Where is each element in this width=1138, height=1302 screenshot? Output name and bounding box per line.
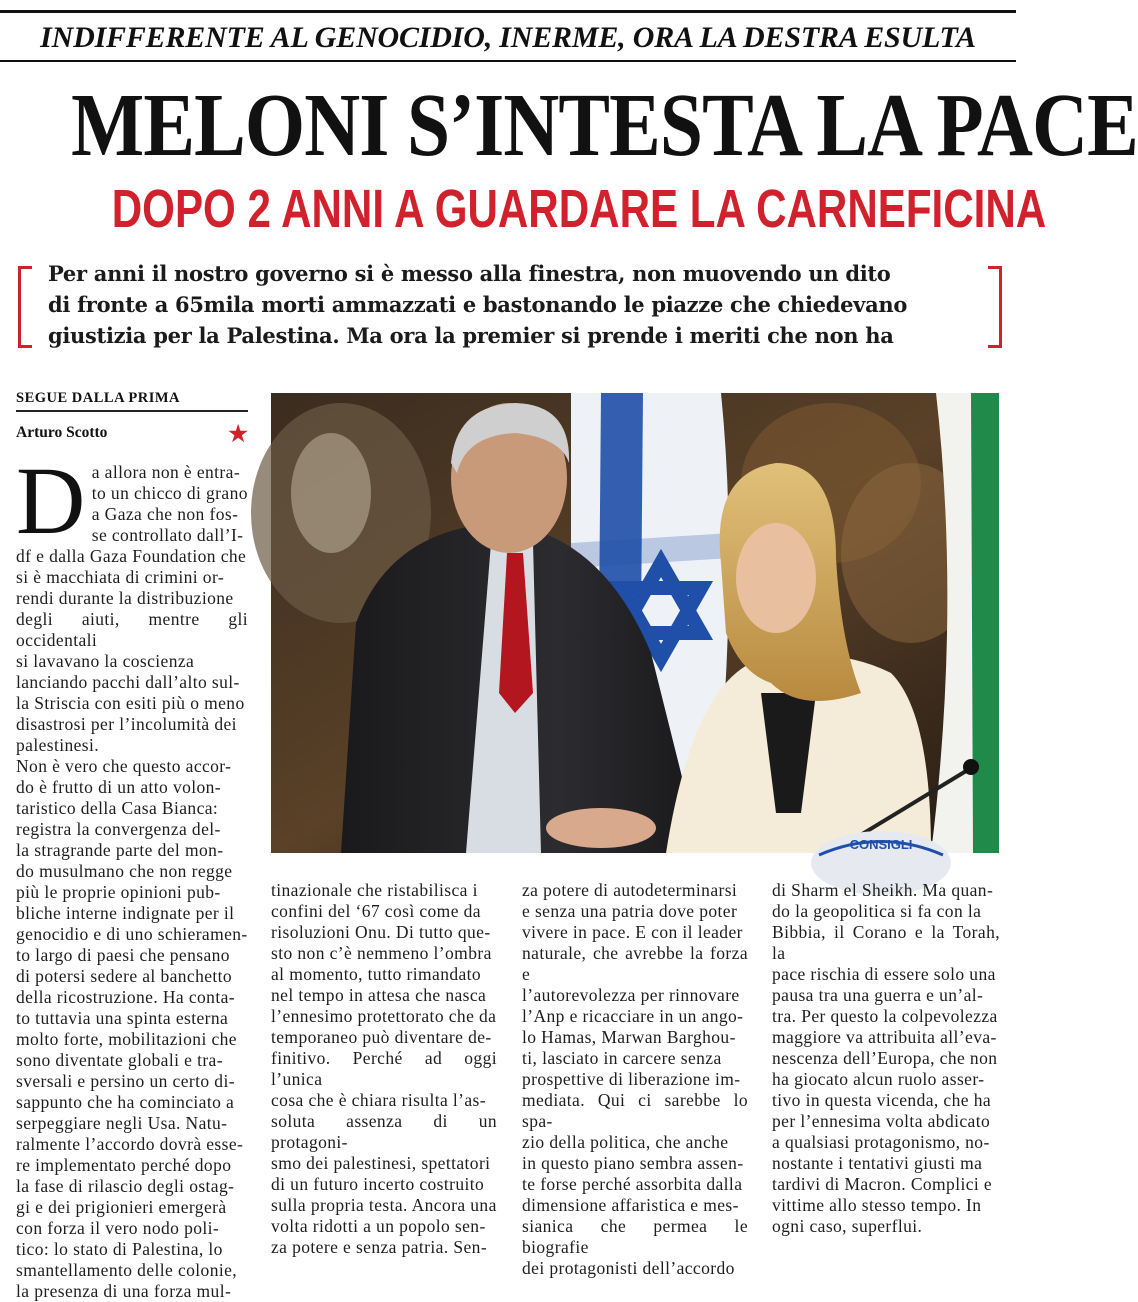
article-line: della ricostruzione. Ha conta- xyxy=(16,987,235,1007)
article-line: per l’ennesima volta abdicato xyxy=(772,1111,991,1131)
article-line: tivo in questa vicenda, che ha xyxy=(772,1090,992,1110)
article-line: sappunto che ha cominciato a xyxy=(16,1092,235,1112)
article-line: do la geopolitica si fa con la xyxy=(772,901,982,921)
article-line: l’ennesimo protettorato che da xyxy=(271,1006,497,1026)
article-line: lo Hamas, Marwan Barghou- xyxy=(522,1027,736,1047)
star-icon: ★ xyxy=(228,421,248,446)
article-line: serpeggiare negli Usa. Natu- xyxy=(16,1113,228,1133)
article-line: sulla propria testa. Ancora una xyxy=(271,1195,497,1215)
article-line: degli aiuti, mentre gli occidentali xyxy=(16,609,248,650)
article-line: vivere in pace. E con il leader xyxy=(522,922,743,942)
article-line: ogni caso, superflui. xyxy=(772,1216,923,1236)
article-column-4 xyxy=(772,880,1000,1237)
article-line: al momento, tutto rimandato xyxy=(271,964,482,984)
article-line: sianica che permea le biografie xyxy=(522,1216,748,1257)
author-name: Arturo Scotto xyxy=(16,424,108,441)
article-line: tardivi di Macron. Complici e xyxy=(772,1174,993,1194)
article-line: do musulmano che non regge xyxy=(16,861,233,881)
section-label: SEGUE DALLA PRIMA xyxy=(16,390,248,412)
article-line: ha giocato alcun ruolo asser- xyxy=(772,1069,985,1089)
article-line: disastrosi per l’incolumità dei xyxy=(16,714,237,734)
article-line: dei protagonisti dell’accordo xyxy=(522,1258,735,1278)
article-line: si lavavano la coscienza xyxy=(16,651,195,671)
article-line: smantellamento delle colonie, xyxy=(16,1260,238,1280)
article-line: a qualsiasi protagonismo, no- xyxy=(772,1132,990,1152)
article-line: za potere e senza patria. Sen- xyxy=(271,1237,488,1257)
article-line: temporaneo può diventare de- xyxy=(271,1027,492,1047)
article-line: ralmente l’accordo dovrà esse- xyxy=(16,1134,244,1154)
article-line: te forse perché assorbita dalla xyxy=(522,1174,743,1194)
article-line: palestinesi. xyxy=(16,735,100,755)
article-line: la fase di rilascio degli ostag- xyxy=(16,1176,235,1196)
article-line: registra la convergenza del- xyxy=(16,819,221,839)
article-line: pace rischia di essere solo una xyxy=(772,964,996,984)
kicker-text: INDIFFERENTE AL GENOCIDIO, INERME, ORA LA DESTRA ESULTA xyxy=(40,21,976,54)
article-line: molto forte, mobilitazioni che xyxy=(16,1029,237,1049)
article-line: rendi durante la distribuzione xyxy=(16,588,234,608)
article-line: in questo piano sembra assen- xyxy=(522,1153,744,1173)
article-line: ti, lasciato in carcere senza xyxy=(522,1048,722,1068)
article-line: si è macchiata di crimini or- xyxy=(16,567,225,587)
news-photo xyxy=(271,393,999,853)
article-line: nescenza dell’Europa, che non xyxy=(772,1048,998,1068)
article-line: to largo di paesi che pensano xyxy=(16,945,230,965)
article-line: nostante i tentativi giusti ma xyxy=(772,1153,983,1173)
article-line: se controllato dall’I- xyxy=(91,525,244,545)
article-line: tico: lo stato di Palestina, lo xyxy=(16,1239,223,1259)
article-line: mediata. Qui ci sarebbe lo spa- xyxy=(522,1090,748,1131)
column-2-text xyxy=(271,880,497,1258)
article-line: prospettive di liberazione im- xyxy=(522,1069,741,1089)
article-line: l’Anp e ricacciare in un ango- xyxy=(522,1006,744,1026)
article-line: sversali e persino un certo di- xyxy=(16,1071,235,1091)
standfirst-line: di fronte a 65mila morti ammazzati e bastonando le piazze che chiedevano xyxy=(48,292,908,317)
article-line: nel tempo in attesa che nasca xyxy=(271,985,487,1005)
article-line: volta ridotti a un popolo sen- xyxy=(271,1216,486,1236)
photo-illustration xyxy=(271,393,999,853)
standfirst-line: Per anni il nostro governo si è messo alla finestra, non muovendo un dito xyxy=(48,261,891,286)
column-4-text xyxy=(772,880,1000,1237)
byline xyxy=(16,421,248,446)
subheadline: DOPO 2 ANNI A GUARDARE LA CARNEFICINA xyxy=(111,179,1047,239)
article-line: di un futuro incerto costruito xyxy=(271,1174,485,1194)
article-line: maggiore va attribuita all’eva- xyxy=(772,1027,997,1047)
article-line: do è frutto di un atto volon- xyxy=(16,777,222,797)
article-line: risoluzioni Onu. Di tutto que- xyxy=(271,922,491,942)
article-line: con forza il vero nodo poli- xyxy=(16,1218,220,1238)
podium-seal-text: CONSIGLI xyxy=(849,837,913,852)
article-column-3 xyxy=(522,880,748,1279)
article-line: la stragrande parte del mon- xyxy=(16,840,224,860)
article-line: la presenza di una forza mul- xyxy=(16,1281,232,1301)
article-line: l’autorevolezza per rinnovare xyxy=(522,985,740,1005)
article-line: vittime allo stesso tempo. In xyxy=(772,1195,982,1215)
article-line: soluta assenza di un protagoni- xyxy=(271,1111,497,1152)
article-line: to un chicco di grano xyxy=(91,483,248,503)
standfirst-box xyxy=(18,258,1002,354)
article-line: taristico della Casa Bianca: xyxy=(16,798,219,818)
article-line: genocidio e di uno schieramen- xyxy=(16,924,248,944)
article-line: finitivo. Perché ad oggi l’unica xyxy=(271,1048,497,1089)
article-line: cosa che è chiara risulta l’as- xyxy=(271,1090,486,1110)
article-line: e senza una patria dove poter xyxy=(522,901,738,921)
article-line: re implementato perché dopo xyxy=(16,1155,232,1175)
article-line: sono diventate globali e tra- xyxy=(16,1050,223,1070)
article-line: sto non c’è nemmeno l’ombra xyxy=(271,943,492,963)
article-line: zio della politica, che anche xyxy=(522,1132,729,1152)
column-1-text xyxy=(16,447,248,1302)
article-line: gi e dei prigionieri emergerà xyxy=(16,1197,227,1217)
standfirst-text xyxy=(48,258,968,351)
article-line: a Gaza che non fos- xyxy=(91,504,239,524)
article-line: tinazionale che ristabilisca i xyxy=(271,880,478,900)
article-line: Bibbia, il Corano e la Torah, la xyxy=(772,922,1000,963)
article-line: a allora non è entra- xyxy=(91,462,241,482)
article-line: bliche interne indignate per il xyxy=(16,903,235,923)
article-line: Non è vero che questo accor- xyxy=(16,756,232,776)
article-line: smo dei palestinesi, spettatori xyxy=(271,1153,491,1173)
article-line: pausa tra una guerra e un’al- xyxy=(772,985,984,1005)
article-line: naturale, che avrebbe la forza e xyxy=(522,943,748,984)
article-line: lanciando pacchi dall’alto sul- xyxy=(16,672,240,692)
article-line: za potere di autodeterminarsi xyxy=(522,880,738,900)
article-line: la Striscia con esiti più o meno xyxy=(16,693,245,713)
article-line: di Sharm el Sheikh. Ma quan- xyxy=(772,880,994,900)
article-line: di potersi sedere al banchetto xyxy=(16,966,233,986)
article-line: to tuttavia una spinta esterna xyxy=(16,1008,229,1028)
article-line: confini del ‘67 così come da xyxy=(271,901,481,921)
article-line: più le proprie opinioni pub- xyxy=(16,882,221,902)
article-line: dimensione affaristica e mes- xyxy=(522,1195,739,1215)
kicker-banner xyxy=(0,10,1016,62)
standfirst-line: giustizia per la Palestina. Ma ora la premier si prende i meriti che non ha xyxy=(48,323,894,348)
article-line: tra. Per questo la colpevolezza xyxy=(772,1006,998,1026)
article-line: df e dalla Gaza Foundation che xyxy=(16,546,247,566)
article-column-1 xyxy=(16,447,248,1302)
column-3-text xyxy=(522,880,748,1279)
article-column-2 xyxy=(271,880,497,1258)
drop-cap: D xyxy=(16,447,86,554)
headline: MELONI S’INTESTA LA PACE xyxy=(71,76,1138,175)
